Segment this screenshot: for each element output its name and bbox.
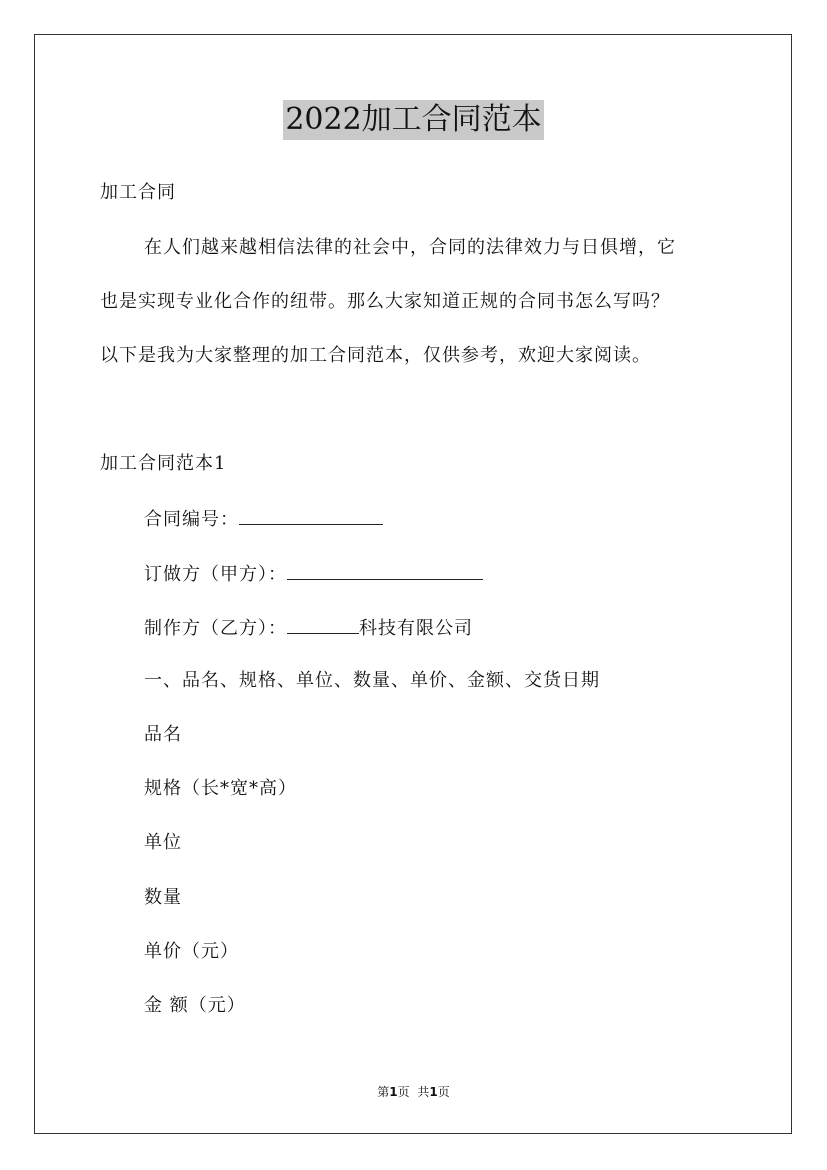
- title-container: [0, 100, 827, 140]
- footer-page-suffix: 页: [397, 1085, 410, 1099]
- item-specification: 规格（长*宽*高）: [144, 778, 297, 799]
- intro-line-3: 以下是我为大家整理的加工合同范本，仅供参考，欢迎大家阅读。: [100, 345, 651, 366]
- footer-page-current: 1: [389, 1085, 398, 1099]
- maker-blank: [287, 615, 359, 634]
- footer-page-total: 1: [429, 1085, 438, 1099]
- page-footer: [0, 1084, 827, 1100]
- contract-number-label: 合同编号：: [144, 509, 239, 530]
- sample-heading: 加工合同范本1: [100, 453, 227, 474]
- item-amount: 金 额（元）: [144, 995, 246, 1016]
- orderer-blank: [287, 561, 483, 580]
- item-quantity: 数量: [144, 887, 182, 908]
- intro-line-2: 也是实现专业化合作的纽带。那么大家知道正规的合同书怎么写吗？: [100, 291, 670, 312]
- maker-label: 制作方（乙方）：: [144, 618, 287, 639]
- contract-number-blank: [239, 506, 383, 525]
- maker-suffix: 科技有限公司: [359, 618, 473, 639]
- footer-total-suffix: 页: [437, 1085, 450, 1099]
- intro-line-1: 在人们越来越相信法律的社会中，合同的法律效力与日俱增，它: [144, 237, 676, 258]
- document-title: 2022加工合同范本: [283, 100, 543, 140]
- item-unit-price: 单价（元）: [144, 941, 239, 962]
- contract-number-row: [144, 506, 383, 532]
- item-product-name: 品名: [144, 724, 182, 745]
- orderer-label: 订做方（甲方）：: [144, 564, 287, 585]
- footer-total-prefix: 共: [417, 1085, 430, 1099]
- item-unit: 单位: [144, 832, 182, 853]
- orderer-row: [144, 561, 483, 587]
- section-heading: 加工合同: [100, 182, 176, 203]
- clause-1: 一、品名、规格、单位、数量、单价、金额、交货日期: [144, 670, 600, 691]
- footer-page-prefix: 第: [377, 1085, 390, 1099]
- maker-row: [144, 615, 473, 641]
